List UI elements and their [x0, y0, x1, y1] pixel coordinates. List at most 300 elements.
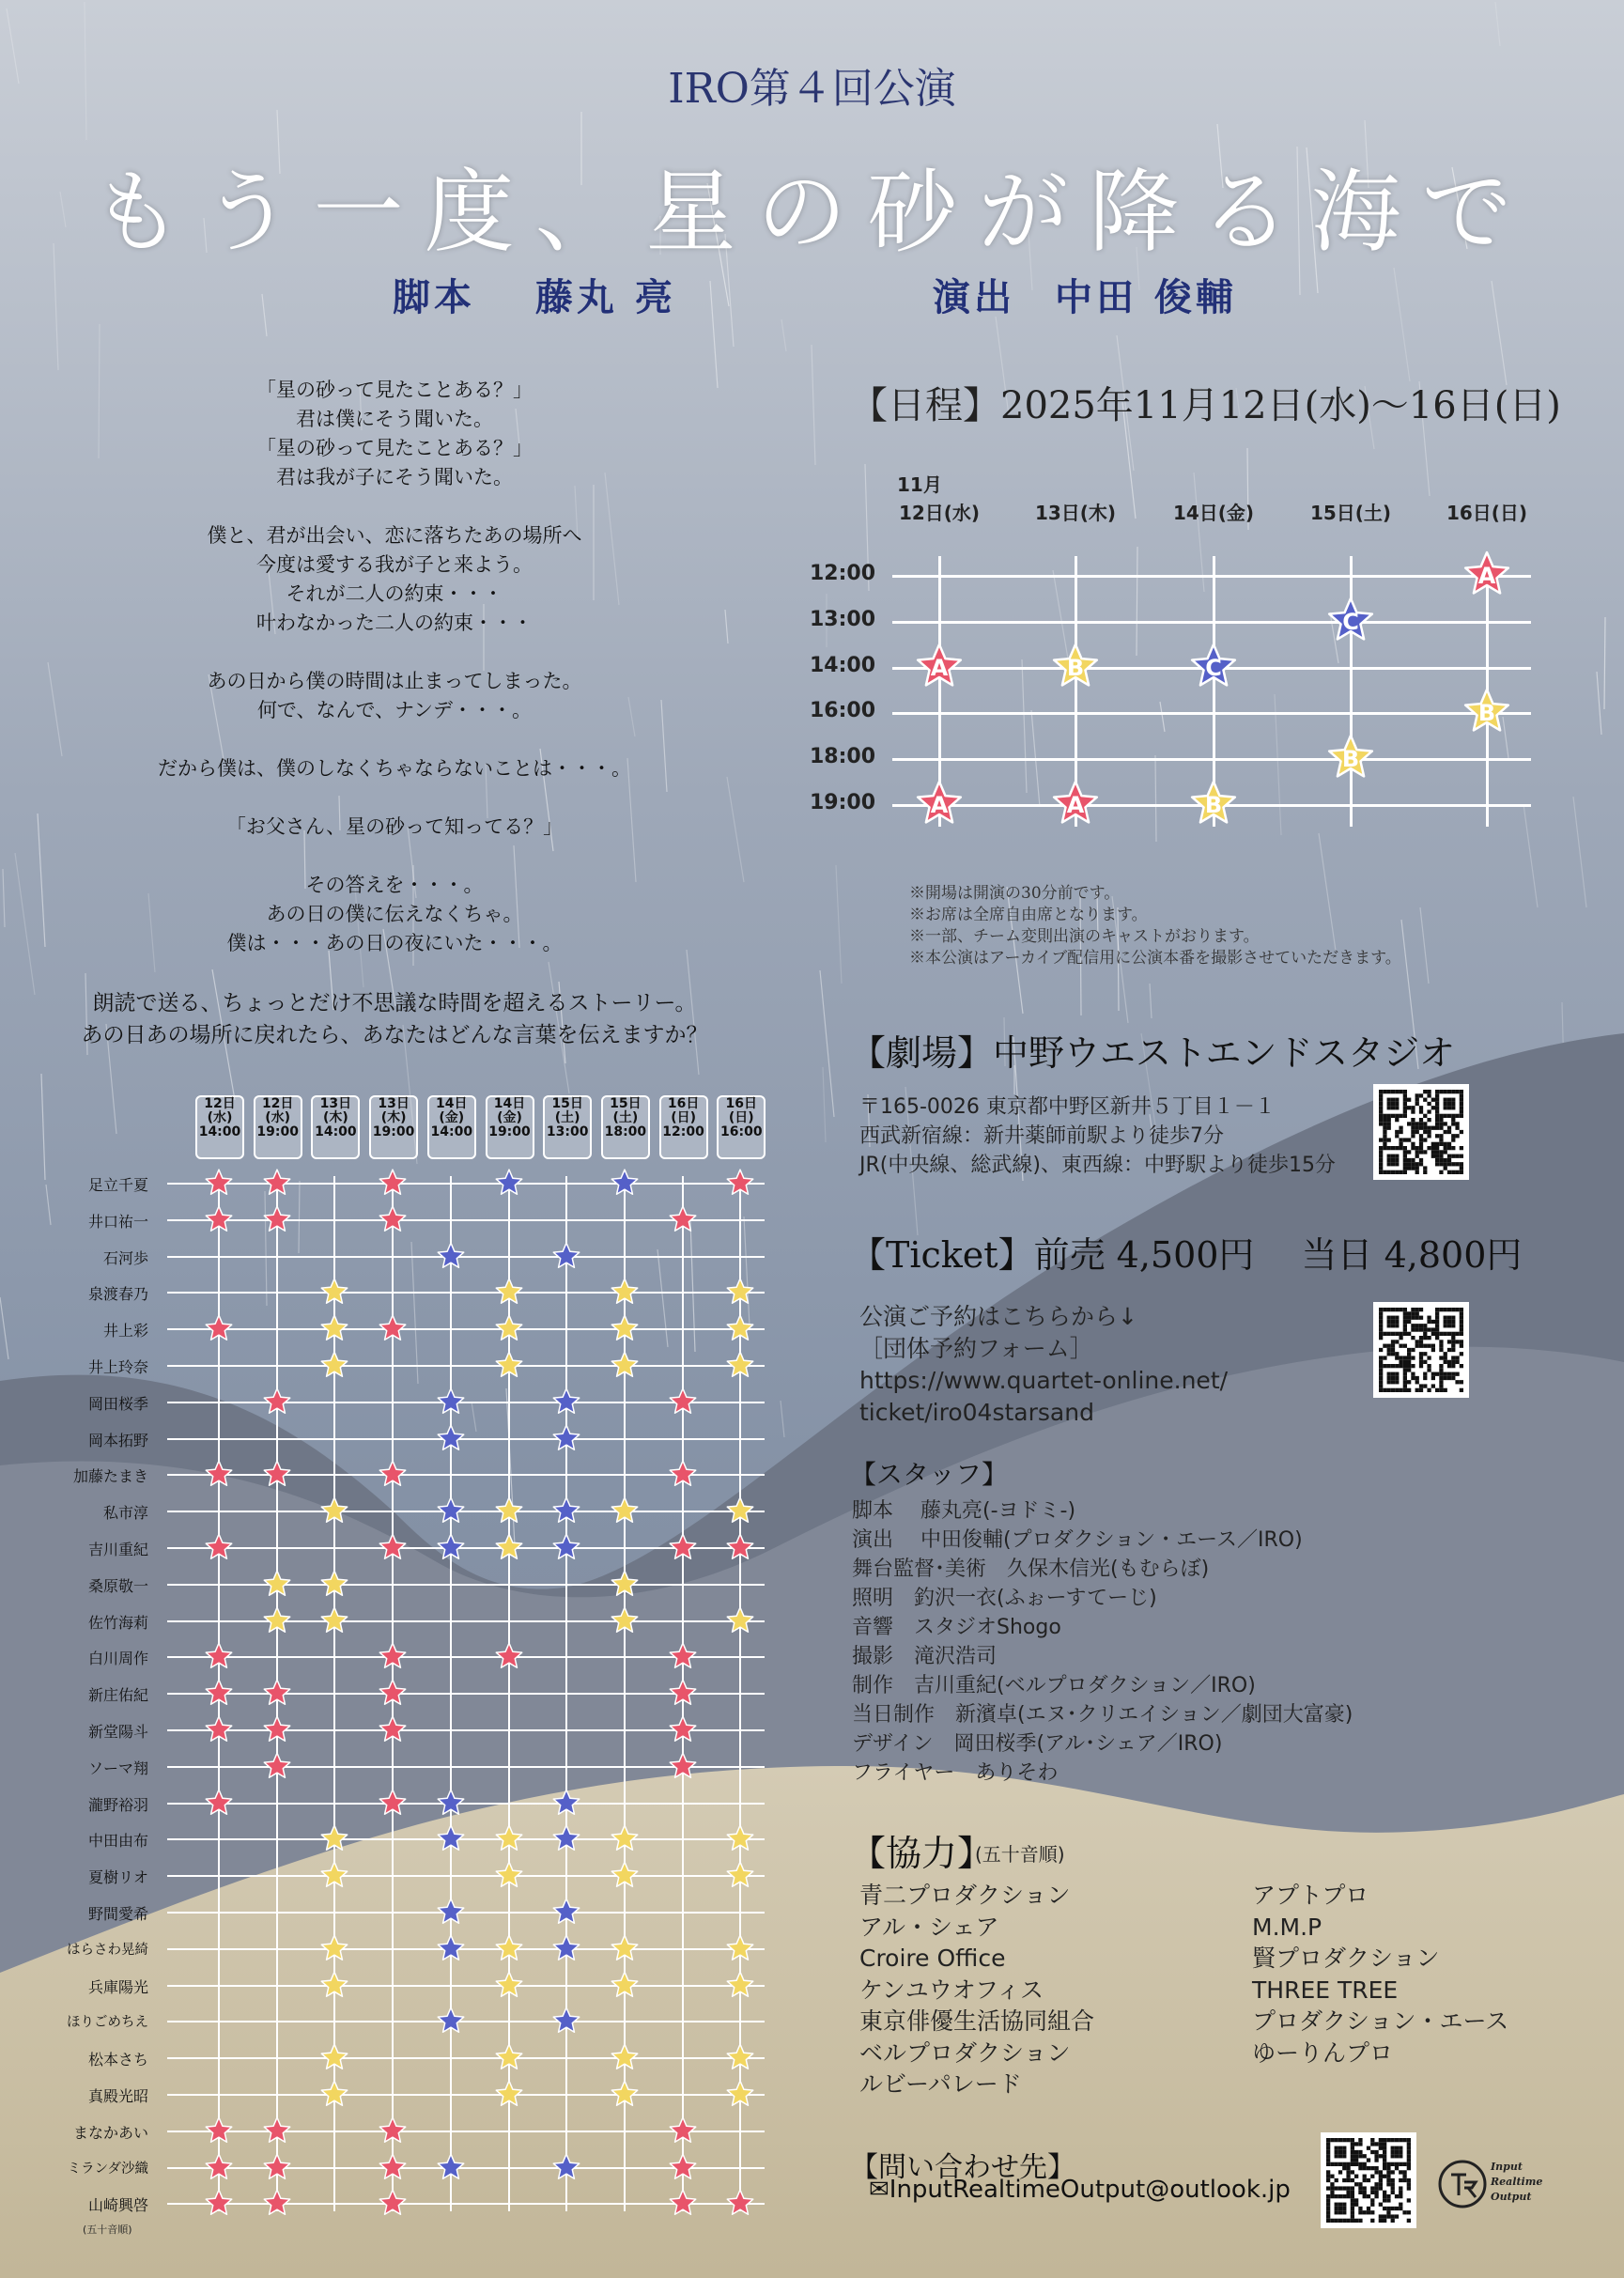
cast-appearance-star-a — [263, 1205, 291, 1233]
synopsis-line — [38, 638, 751, 667]
cast-appearance-star-a — [263, 1387, 291, 1416]
cast-appearance-star-c — [552, 1242, 580, 1270]
schedule-date-header: 12日(水) — [898, 502, 981, 524]
performance-team-label: B — [1204, 792, 1223, 818]
cast-appearance-star-a — [379, 1679, 407, 1707]
cast-member-name: 泉渡春乃 — [87, 1285, 148, 1304]
cast-member-name: まなかあい — [72, 2123, 148, 2142]
cast-column-header-day: 14日 — [436, 1096, 468, 1111]
cast-appearance-star-a — [205, 2189, 233, 2217]
staff-line: 演出 中田俊輔(プロダクション・エース／IRO) — [852, 1528, 1303, 1552]
ticket-heading: 【Ticket】前売 4,500円 当日 4,800円 — [850, 1234, 1523, 1276]
schedule-row-line — [892, 712, 1531, 715]
cast-appearance-star-c — [552, 2007, 580, 2035]
cast-member-name: 白川周作 — [87, 1650, 148, 1668]
cast-appearance-star-b — [726, 1861, 754, 1889]
cast-appearance-star-b — [495, 1861, 523, 1889]
cooperation-item: ベルプロダクション — [859, 2038, 1071, 2067]
cast-order-note: (五十音順) — [83, 2224, 132, 2236]
cast-column-header-time: 14:00 — [198, 1124, 241, 1139]
cast-row-line — [167, 1985, 765, 1987]
cast-column-header — [195, 1095, 244, 1159]
cast-member-name: 加藤たまき — [72, 1467, 148, 1486]
cast-appearance-star-c — [495, 1169, 523, 1197]
cast-appearance-star-a — [669, 1752, 697, 1780]
schedule-row-line — [892, 575, 1531, 578]
cast-row-line — [167, 1912, 765, 1914]
schedule-time-label: 18:00 — [810, 745, 876, 768]
cooperation-item: プロダクション・エース — [1252, 2007, 1509, 2035]
schedule-time-label: 13:00 — [810, 608, 876, 631]
cast-column-header-weekday: (水) — [207, 1110, 233, 1125]
cooperation-item: アル・シェア — [859, 1913, 999, 1941]
cast-column-header-day: 13日 — [378, 1096, 410, 1111]
cast-appearance-star-b — [495, 2080, 523, 2108]
cast-column-header — [369, 1095, 418, 1159]
cast-appearance-star-a — [726, 2189, 754, 2217]
cast-appearance-star-b — [611, 1496, 639, 1525]
cast-member-name: ほりごめちえ — [67, 2015, 148, 2031]
cooperation-order-note: (五十音順) — [975, 1843, 1065, 1866]
cast-appearance-star-b — [263, 1606, 291, 1635]
cast-appearance-star-c — [437, 1824, 465, 1852]
cast-appearance-star-a — [263, 1715, 291, 1743]
synopsis-line: 朗読で送る、ちょっとだけ不思議な時間を超えるストーリー。 — [92, 991, 697, 1015]
cast-appearance-star-a — [726, 1169, 754, 1197]
ticket-info-line: ［団体予約フォーム］ — [859, 1335, 1093, 1362]
schedule-row-line — [892, 621, 1531, 624]
cast-appearance-star-a — [263, 2116, 291, 2145]
cast-column-header — [486, 1095, 534, 1159]
cast-appearance-star-b — [495, 1533, 523, 1561]
contact-qr-code[interactable] — [1321, 2132, 1416, 2228]
synopsis-text — [38, 376, 751, 1051]
cast-appearance-star-c — [552, 1424, 580, 1452]
cast-appearance-star-b — [726, 2043, 754, 2071]
ticket-qr-code[interactable] — [1373, 1302, 1469, 1398]
cast-appearance-star-b — [726, 1314, 754, 1342]
cast-appearance-star-b — [611, 1570, 639, 1598]
cast-column-header-weekday: (水) — [265, 1110, 291, 1125]
ticket-info[interactable] — [859, 1301, 1228, 1429]
schedule-time-label: 16:00 — [810, 699, 876, 722]
cast-member-name: 足立千夏 — [87, 1176, 148, 1194]
cast-member-name: 新堂陽斗 — [87, 1723, 148, 1741]
cast-member-name: 新庄佑紀 — [87, 1686, 148, 1705]
cooperation-item: アプトプロ — [1252, 1882, 1369, 1909]
synopsis-line: 僕は・・・あの日の夜にいた・・・。 — [226, 932, 563, 954]
cast-appearance-star-a — [205, 1789, 233, 1817]
cast-column-header-weekday: (日) — [728, 1110, 754, 1125]
cast-member-name: 石河歩 — [102, 1248, 148, 1267]
cast-member-name: 井上玲奈 — [87, 1358, 148, 1376]
cast-appearance-star-c — [552, 1496, 580, 1525]
ticket-info-line: https://www.quartet-online.net/ — [859, 1367, 1229, 1394]
synopsis-line: それが二人の約束・・・ — [286, 582, 503, 605]
cast-column-header — [717, 1095, 766, 1159]
staff-line: フライヤー ありそわ — [852, 1761, 1059, 1785]
play-title: もう一度、星の砂が降る海で — [91, 160, 1533, 265]
cast-appearance-star-b — [495, 1824, 523, 1852]
cast-appearance-star-a — [669, 2189, 697, 2217]
performance-team-label: B — [1341, 746, 1360, 772]
cast-row-line — [167, 1875, 765, 1877]
cast-appearance-star-a — [205, 1533, 233, 1561]
cast-appearance-star-c — [437, 1242, 465, 1270]
cast-appearance-star-b — [726, 1606, 754, 1635]
cast-column-header-day: 16日 — [725, 1096, 758, 1111]
cast-appearance-star-b — [495, 1971, 523, 1999]
cast-member-name: 佐竹海莉 — [87, 1613, 148, 1632]
cast-appearance-star-c — [437, 1424, 465, 1452]
cast-appearance-star-b — [320, 1570, 348, 1598]
cooperation-item: THREE TREE — [1252, 1976, 1399, 2004]
schedule-date-header: 14日(金) — [1172, 502, 1255, 524]
cast-member-name: はらさわ晃綺 — [67, 1942, 148, 1958]
cast-appearance-star-a — [379, 1460, 407, 1488]
schedule-date-header: 15日(土) — [1309, 502, 1392, 524]
cast-appearance-star-b — [320, 1824, 348, 1852]
cast-column-header-weekday: (金) — [439, 1110, 465, 1125]
cooperation-item: 東京俳優生活協同組合 — [859, 2007, 1095, 2035]
cooperation-item: 賢プロダクション — [1252, 1945, 1440, 1972]
theater-address-line: 西武新宿線：新井薬師前駅より徒歩7分 — [859, 1124, 1224, 1148]
performance-team-label: A — [1477, 563, 1496, 589]
cast-appearance-star-c — [611, 1169, 639, 1197]
cast-appearance-star-a — [669, 1460, 697, 1488]
staff-line: 撮影 滝沢浩司 — [852, 1645, 998, 1668]
cast-appearance-star-a — [669, 1533, 697, 1561]
cast-appearance-star-a — [205, 1205, 233, 1233]
cast-appearance-star-b — [320, 1314, 348, 1342]
cooperation-list-left — [859, 1880, 1094, 2100]
cooperation-item: ゆーりんプロ — [1252, 2038, 1394, 2067]
cast-appearance-star-c — [552, 1789, 580, 1817]
staff-line: 制作 吉川重紀(ベルプロダクション／IRO) — [852, 1674, 1256, 1697]
cast-row-line — [167, 1292, 765, 1294]
cast-column-header — [601, 1095, 650, 1159]
cast-appearance-star-a — [263, 1679, 291, 1707]
cast-column-header — [427, 1095, 476, 1159]
cast-appearance-star-c — [437, 1496, 465, 1525]
cast-appearance-star-a — [205, 2116, 233, 2145]
synopsis-line — [38, 783, 751, 813]
performance-team-label: A — [1066, 792, 1085, 818]
performance-team-label: A — [930, 792, 949, 818]
synopsis-line: 僕と、君が出会い、恋に落ちたあの場所へ — [207, 524, 582, 547]
performance-team-label: B — [1066, 655, 1085, 681]
cast-appearance-star-b — [611, 1861, 639, 1889]
cast-appearance-star-b — [495, 2043, 523, 2071]
cast-appearance-star-a — [205, 1679, 233, 1707]
cast-appearance-star-a — [669, 1715, 697, 1743]
synopsis-line — [38, 842, 751, 871]
staff-heading: 【スタッフ】 — [850, 1459, 1009, 1490]
cast-appearance-star-a — [726, 1533, 754, 1561]
cast-appearance-star-a — [205, 2153, 233, 2181]
cast-member-name: 井口祐一 — [87, 1212, 148, 1231]
staff-list — [852, 1496, 1353, 1788]
cast-row-line — [167, 2057, 765, 2059]
cast-member-name: 井上彩 — [102, 1322, 148, 1340]
cast-appearance-star-a — [379, 1715, 407, 1743]
cast-member-name: 岡田桜季 — [87, 1394, 148, 1413]
cast-appearance-star-a — [379, 2189, 407, 2217]
schedule-date-header: 13日(木) — [1034, 502, 1117, 524]
cast-member-name: 中田由布 — [87, 1832, 148, 1851]
cast-appearance-star-c — [552, 1934, 580, 1962]
cast-column-header — [311, 1095, 360, 1159]
cast-member-name: 桑原敬一 — [87, 1576, 148, 1595]
cast-appearance-star-a — [263, 1460, 291, 1488]
schedule-time-label: 14:00 — [810, 654, 876, 677]
cast-member-name: 真殿光昭 — [87, 2087, 148, 2105]
cast-member-name: 私市淳 — [102, 1504, 148, 1523]
synopsis-line — [38, 725, 751, 754]
cast-appearance-star-b — [611, 1351, 639, 1379]
cast-member-name: 松本さち — [87, 2051, 148, 2069]
cast-row-line — [167, 1183, 765, 1185]
cast-appearance-star-a — [263, 2153, 291, 2181]
performance-team-label: B — [1477, 700, 1496, 726]
cast-appearance-star-b — [495, 1496, 523, 1525]
cast-column-header-time: 13:00 — [546, 1124, 589, 1139]
synopsis-line — [38, 492, 751, 521]
cast-column-header-weekday: (土) — [554, 1110, 580, 1125]
synopsis-line: あの日から僕の時間は止まってしまった。 — [207, 670, 582, 692]
cast-appearance-star-a — [495, 1642, 523, 1670]
cast-appearance-star-b — [495, 1314, 523, 1342]
performance-team-label: A — [930, 655, 949, 681]
cast-column-header-time: 19:00 — [372, 1124, 415, 1139]
cast-appearance-star-a — [263, 1752, 291, 1780]
cast-appearance-star-c — [437, 2153, 465, 2181]
cast-appearance-star-c — [552, 1533, 580, 1561]
director-credit-label: 演出 — [933, 275, 1015, 319]
cast-appearance-star-a — [205, 1642, 233, 1670]
cooperation-item: M.M.P — [1252, 1913, 1322, 1941]
cast-appearance-star-a — [379, 2153, 407, 2181]
cast-appearance-star-b — [320, 1934, 348, 1962]
cast-member-name: ミランダ沙織 — [67, 2161, 148, 2177]
cooperation-list-right — [1252, 1880, 1508, 2069]
cast-appearance-star-a — [205, 1715, 233, 1743]
cooperation-item: 青二プロダクション — [859, 1882, 1071, 1909]
staff-line: 音響 スタジオShogo — [852, 1616, 1061, 1639]
cast-row-line — [167, 1948, 765, 1950]
staff-line: 照明 釣沢一衣(ふぉーすてーじ) — [852, 1587, 1157, 1610]
cast-appearance-star-a — [669, 2153, 697, 2181]
cast-column-header-day: 15日 — [610, 1096, 642, 1111]
staff-line: デザイン 岡田桜季(アル･シェア／IRO) — [852, 1732, 1223, 1756]
synopsis-line: 叶わなかった二人の約束・・・ — [256, 612, 533, 634]
cast-appearance-star-a — [669, 1642, 697, 1670]
schedule-time-label: 19:00 — [810, 791, 876, 814]
schedule-note: ※本公演はアーカイブ配信用に公演本番を撮影させていただきます。 — [909, 949, 1401, 968]
cast-appearance-star-b — [611, 1278, 639, 1306]
schedule-note: ※一部、チーム変則出演のキャストがおります。 — [909, 927, 1260, 946]
cast-column-header-day: 12日 — [261, 1096, 294, 1111]
cast-appearance-star-c — [552, 1898, 580, 1926]
cast-appearance-star-a — [205, 1314, 233, 1342]
cast-appearance-star-b — [320, 2043, 348, 2071]
cast-appearance-star-a — [205, 1460, 233, 1488]
cast-appearance-star-b — [726, 1351, 754, 1379]
cast-row-line — [167, 1365, 765, 1367]
cast-column-header-weekday: (金) — [497, 1110, 522, 1125]
cast-column-header-day: 12日 — [204, 1096, 236, 1111]
cast-member-name: 夏樹リオ — [88, 1868, 148, 1887]
schedule-row-line — [892, 758, 1531, 761]
cast-appearance-star-b — [726, 1971, 754, 1999]
synopsis-line: その答えを・・・。 — [305, 874, 484, 896]
cast-row-line — [167, 2094, 765, 2096]
cast-column-header-weekday: (土) — [612, 1110, 639, 1125]
cast-appearance-star-c — [437, 2007, 465, 2035]
cast-appearance-star-c — [437, 1898, 465, 1926]
cast-appearance-star-c — [437, 1934, 465, 1962]
cast-column-header-day: 13日 — [319, 1096, 352, 1111]
cast-appearance-star-c — [437, 1789, 465, 1817]
cooperation-heading: 【協力】 — [850, 1833, 994, 1874]
cast-member-name: 山崎興啓 — [87, 2196, 148, 2215]
cast-appearance-star-b — [726, 1496, 754, 1525]
cast-appearance-star-b — [726, 1824, 754, 1852]
cast-appearance-star-a — [669, 1679, 697, 1707]
cast-appearance-star-b — [320, 2080, 348, 2108]
synopsis-line: だから僕は、僕のしなくちゃならないことは・・・。 — [158, 757, 631, 780]
cast-row-line — [167, 1838, 765, 1840]
synopsis-line: あの日の僕に伝えなくちゃ。 — [266, 903, 523, 925]
cast-appearance-star-b — [320, 1861, 348, 1889]
ticket-info-line: ticket/iro04starsand — [859, 1399, 1094, 1426]
theater-address-line: 〒165-0026 東京都中野区新井５丁目１－１ — [859, 1095, 1276, 1119]
synopsis-line — [38, 958, 751, 987]
cast-appearance-star-a — [379, 1169, 407, 1197]
cast-appearance-star-c — [552, 1387, 580, 1416]
cast-appearance-star-b — [495, 1351, 523, 1379]
cast-appearance-star-b — [320, 1351, 348, 1379]
cast-column-header-time: 16:00 — [720, 1124, 763, 1139]
cast-appearance-star-a — [379, 1789, 407, 1817]
contact-heading: 【問い合わせ先】 — [850, 2151, 1075, 2184]
theater-address — [859, 1093, 1336, 1180]
cast-column-header — [543, 1095, 592, 1159]
staff-line: 脚本 藤丸亮(-ヨドミ-) — [852, 1499, 1076, 1523]
cast-appearance-star-b — [611, 1606, 639, 1635]
cast-appearance-star-a — [379, 1642, 407, 1670]
cast-column-header — [659, 1095, 708, 1159]
cast-row-line — [167, 1256, 765, 1258]
staff-line: 舞台監督･美術 久保木信光(もむらぼ) — [852, 1557, 1210, 1581]
cast-row-line — [167, 1584, 765, 1586]
cast-appearance-star-b — [495, 1278, 523, 1306]
theater-address-line: JR(中央線、総武線)、東西線：中野駅より徒歩15分 — [859, 1154, 1336, 1177]
cast-row-line — [167, 1620, 765, 1622]
cast-appearance-star-c — [437, 1533, 465, 1561]
cast-member-name: 瀧野裕羽 — [87, 1795, 148, 1814]
synopsis-line: 何で、なんで、ナンデ・・・。 — [256, 699, 533, 721]
cast-appearance-star-a — [669, 2116, 697, 2145]
cast-row-line — [167, 1328, 765, 1330]
cast-appearance-star-b — [495, 1934, 523, 1962]
cooperation-item: ルビーパレード — [859, 2070, 1022, 2098]
director-credit-name: 中田 俊輔 — [1055, 275, 1237, 319]
cast-appearance-star-a — [379, 1314, 407, 1342]
logo-line-output: Output — [1491, 2191, 1532, 2203]
cast-member-name: 吉川重紀 — [87, 1541, 148, 1558]
cast-row-line — [167, 1438, 765, 1440]
schedule-time-label: 12:00 — [810, 562, 876, 585]
cast-column-header-day: 14日 — [493, 1096, 526, 1111]
cast-appearance-star-b — [611, 2080, 639, 2108]
synopsis-line: 今度は愛する我が子と来よう。 — [256, 553, 533, 576]
cast-row-line — [167, 1803, 765, 1805]
cooperation-item: Croire Office — [859, 1945, 1006, 1972]
script-credit-label: 脚本 — [393, 275, 475, 319]
cast-appearance-star-b — [611, 1971, 639, 1999]
synopsis-line: 「星の砂って見たことある？」 — [256, 379, 533, 401]
synopsis-line: 君は我が子にそう聞いた。 — [276, 466, 513, 488]
cast-appearance-star-b — [611, 1934, 639, 1962]
performance-subtitle: IRO第４回公演 — [668, 65, 956, 113]
synopsis-line: あの日あの場所に戻れたら、あなたはどんな言葉を伝えますか？ — [81, 1023, 708, 1047]
schedule-note: ※開場は開演の30分前です。 — [909, 884, 1121, 903]
cast-column-header-weekday: (木) — [322, 1110, 348, 1125]
cast-column-header-time: 19:00 — [488, 1124, 531, 1139]
synopsis-line: 君は僕にそう聞いた。 — [296, 408, 493, 430]
cast-member-name: ソーマ翔 — [87, 1759, 148, 1777]
cast-column-header-time: 14:00 — [430, 1124, 473, 1139]
logo-line-input: Input — [1491, 2161, 1523, 2173]
cast-appearance-star-b — [726, 2080, 754, 2108]
iro-logo — [1434, 2156, 1547, 2222]
cast-appearance-star-a — [263, 1169, 291, 1197]
ticket-info-line: 公演ご予約はこちらから↓ — [859, 1303, 1137, 1330]
contact-email[interactable]: ✉InputRealtimeOutput@outlook.jp — [869, 2176, 1291, 2204]
synopsis-line: 「星の砂って見たことある？」 — [256, 437, 533, 459]
cast-column-header-weekday: (日) — [671, 1110, 696, 1125]
cast-appearance-star-a — [263, 2189, 291, 2217]
synopsis-line: 「お父さん、星の砂って知ってる？」 — [225, 815, 564, 838]
schedule-notes — [909, 883, 1401, 969]
cast-member-name: 岡本拓野 — [87, 1431, 148, 1449]
cast-member-name: 野間愛希 — [87, 1905, 148, 1923]
cast-appearance-star-c — [552, 2153, 580, 2181]
cast-appearance-star-a — [379, 2116, 407, 2145]
cast-appearance-star-b — [611, 1314, 639, 1342]
cast-appearance-star-a — [205, 1169, 233, 1197]
cast-appearance-star-b — [726, 1278, 754, 1306]
cast-appearance-star-b — [611, 1824, 639, 1852]
theater-qr-code[interactable] — [1373, 1084, 1469, 1180]
cast-row-line — [167, 1511, 765, 1512]
schedule-month-label: 11月 — [897, 473, 942, 496]
cast-appearance-star-b — [263, 1570, 291, 1598]
cast-column-header — [254, 1095, 302, 1159]
cast-appearance-star-b — [320, 1971, 348, 1999]
cast-appearance-star-b — [611, 2043, 639, 2071]
cast-column-header-day: 16日 — [667, 1096, 700, 1111]
cast-column-header-day: 15日 — [551, 1096, 583, 1111]
schedule-note: ※お席は全席自由席となります。 — [909, 906, 1148, 924]
cast-appearance-star-a — [379, 1533, 407, 1561]
cast-appearance-star-b — [320, 1278, 348, 1306]
cast-appearance-star-b — [726, 1934, 754, 1962]
staff-line: 当日制作 新濱卓(エヌ･クリエイション／劇団大富豪) — [852, 1703, 1353, 1727]
schedule-date-header: 16日(日) — [1446, 502, 1528, 524]
theater-heading: 【劇場】中野ウエストエンドスタジオ — [850, 1032, 1456, 1074]
